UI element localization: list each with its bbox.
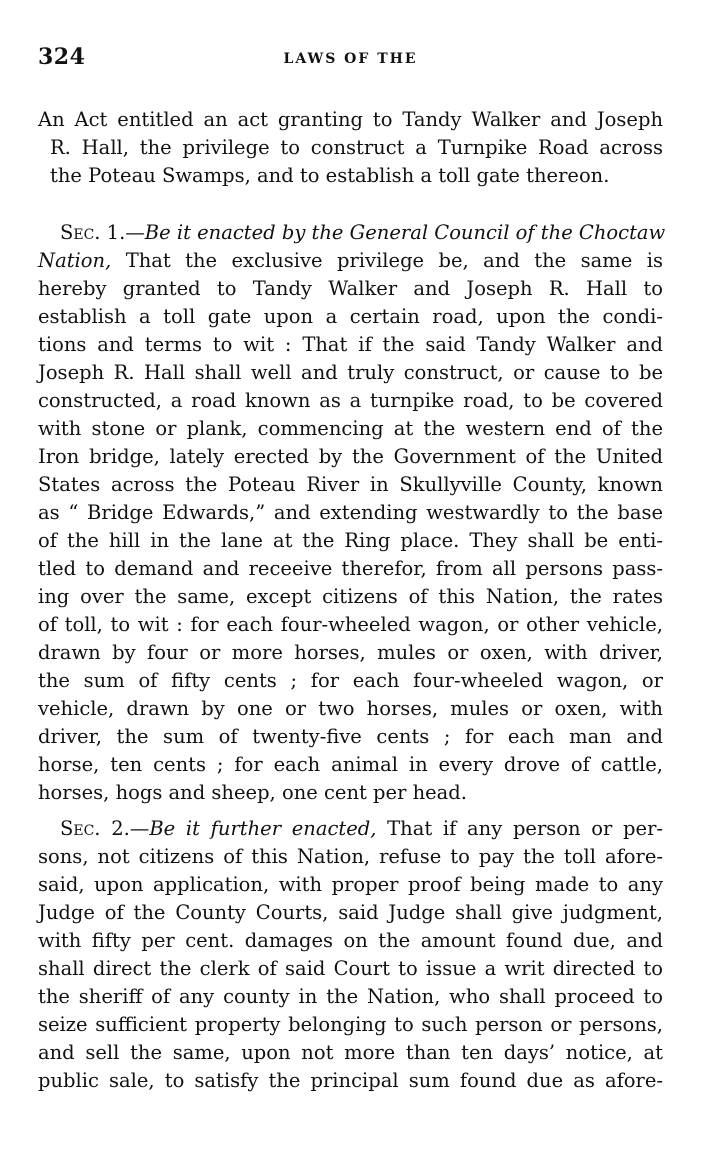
- section-1-line: of the hill in the lane at the Ring place. They shall be enti-: [38, 529, 663, 552]
- section-1-line: of toll, to wit : for each four-wheeled wagon, or other vehicle,: [38, 613, 663, 636]
- act-title: [38, 106, 663, 190]
- section-1-line: ing over the same, except citizens of this Nation, the rates: [38, 585, 663, 608]
- section-1-text: That the exclusive privilege be, and the same is: [111, 249, 663, 272]
- section-1-line: driver, the sum of twenty-five cents ; for each man and: [38, 725, 663, 748]
- running-head: LAWS OF THE: [283, 51, 418, 67]
- section-2-line: Judge of the County Courts, said Judge shall give judgment,: [38, 901, 663, 924]
- section-1-line: horses, hogs and sheep, one cent per head.: [38, 781, 467, 804]
- page-header: [38, 44, 663, 74]
- section-2-line: seize sufficient property belonging to such person or persons,: [38, 1013, 663, 1036]
- section-2-line: sons, not citizens of this Nation, refuse to pay the toll afore-: [38, 845, 663, 868]
- section-1-line: drawn by four or more horses, mules or oxen, with driver,: [38, 641, 663, 664]
- enacting-clause: Be it enacted by the General Council of the Choctaw: [144, 221, 666, 244]
- section-1: [38, 219, 666, 807]
- act-title-line: An Act entitled an act granting to Tandy Walker and Joseph: [38, 108, 663, 131]
- section-1-line: horse, ten cents ; for each animal in every drove of cattle,: [38, 753, 663, 776]
- section-1-line: tled to demand and receeive therefor, from all persons pass-: [38, 557, 663, 580]
- enacting-clause: Be it further enacted,: [149, 817, 377, 840]
- section-2-label: Sec. 2.: [60, 817, 130, 840]
- act-title-line: the Poteau Swamps, and to establish a toll gate thereon.: [50, 164, 610, 187]
- section-2-line: said, upon application, with proper proof being made to any: [38, 873, 663, 896]
- section-2-line: shall direct the clerk of said Court to issue a writ directed to: [38, 957, 663, 980]
- section-2-line: public sale, to satisfy the principal sum found due as afore-: [38, 1069, 663, 1092]
- section-1-line: Joseph R. Hall shall well and truly construct, or cause to be: [38, 361, 663, 384]
- section-1-line: establish a toll gate upon a certain road, upon the condi-: [38, 305, 663, 328]
- section-2-line: the sheriff of any county in the Nation, who shall proceed to: [38, 985, 663, 1008]
- enacting-clause-end: Nation,: [38, 249, 112, 272]
- section-1-label: Sec. 1.: [60, 221, 126, 244]
- section-1-line: [38, 247, 663, 275]
- section-1-line: hereby granted to Tandy Walker and Joseph R. Hall to: [38, 277, 663, 300]
- section-1-line: tions and terms to wit : That if the said Tandy Walker and: [38, 333, 663, 356]
- section-2-line: [38, 815, 663, 843]
- section-2-line: with fifty per cent. damages on the amount found due, and: [38, 929, 663, 952]
- section-1-line: as “ Bridge Edwards,” and extending westwardly to the base: [38, 501, 663, 524]
- section-1-line: with stone or plank, commencing at the western end of the: [38, 417, 663, 440]
- section-dash: —: [125, 221, 145, 244]
- section-1-line: [38, 219, 666, 247]
- section-1-line: vehicle, drawn by one or two horses, mules or oxen, with: [38, 697, 663, 720]
- section-1-line: constructed, a road known as a turnpike road, to be covered: [38, 389, 663, 412]
- section-2-line: and sell the same, upon not more than ten days’ notice, at: [38, 1041, 663, 1064]
- section-2: [38, 815, 663, 1095]
- section-1-line: the sum of fifty cents ; for each four-wheeled wagon, or: [38, 669, 663, 692]
- page-number: 324: [38, 44, 86, 70]
- section-2-text: That if any person or per-: [376, 817, 663, 840]
- act-title-line: R. Hall, the privilege to construct a Turnpike Road across: [50, 136, 663, 159]
- section-1-line: Iron bridge, lately erected by the Government of the United: [38, 445, 663, 468]
- section-1-line: States across the Poteau River in Skullyville County, known: [38, 473, 663, 496]
- section-dash: —: [129, 817, 150, 840]
